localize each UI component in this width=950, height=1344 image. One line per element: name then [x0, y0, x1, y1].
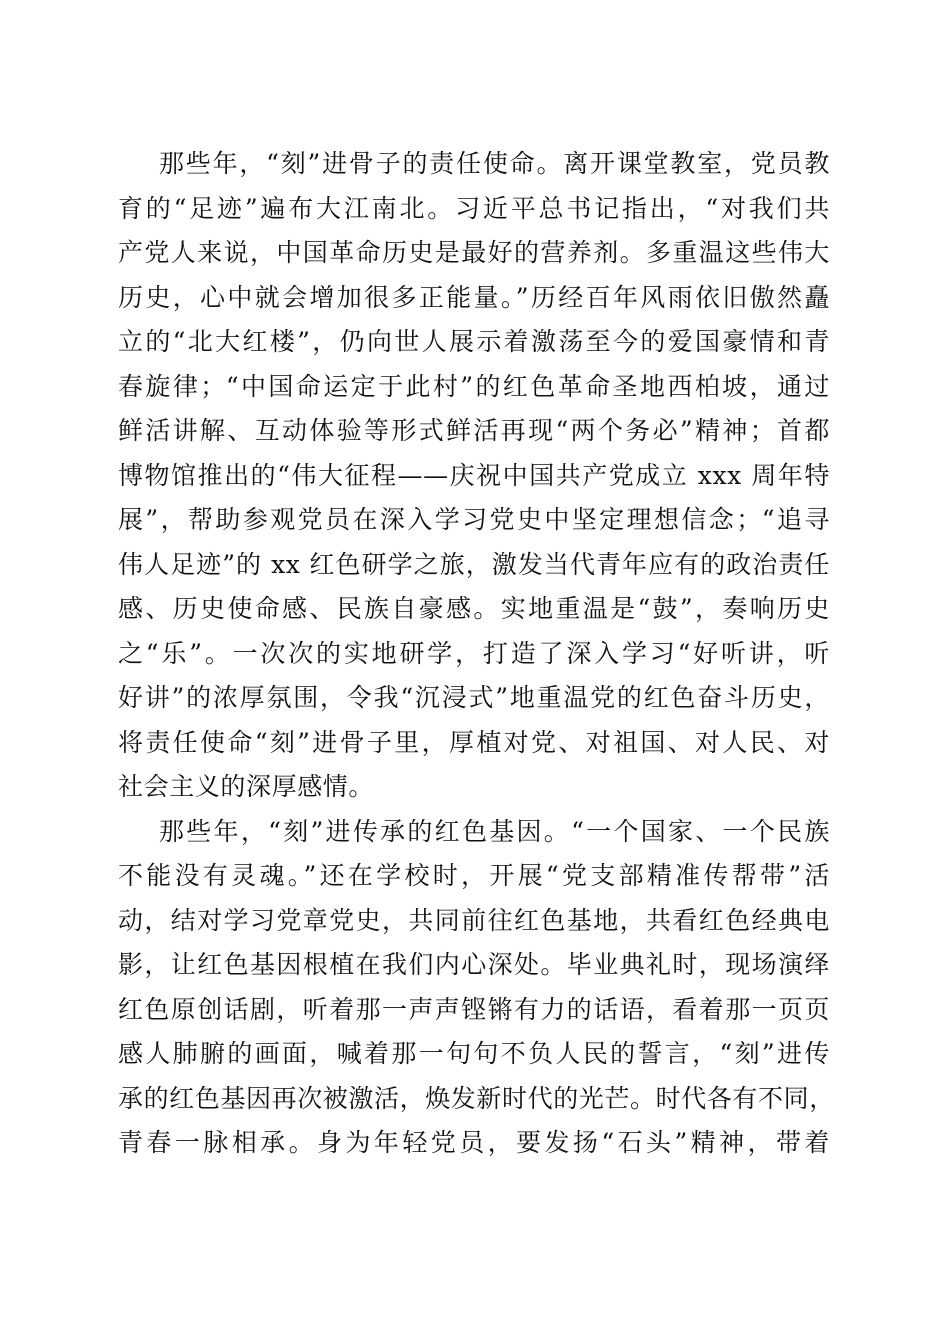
- text-line: 青春一脉相承。身为年轻党员，要发扬“石头”精神，带着: [118, 1128, 830, 1157]
- text-line: 动，结对学习党章党史，共同前往红色基地，共看红色经典电: [118, 905, 830, 935]
- text-line: 历史，心中就会增加很多正能量。”历经百年风雨依旧傲然矗: [118, 282, 830, 312]
- paragraph-2: [118, 810, 835, 1166]
- text-line: 那些年，“刻”进传承的红色基因。“一个国家、一个民族: [159, 816, 830, 846]
- text-line: 伟人足迹”的 xx 红色研学之旅，激发当代青年应有的政治责任: [118, 549, 830, 579]
- text-line: 将责任使命“刻”进骨子里，厚植对党、对祖国、对人民、对: [118, 727, 830, 757]
- text-line: 之“乐”。一次次的实地研学，打造了深入学习“好听讲，听: [118, 638, 830, 668]
- text-line: 展”，帮助参观党员在深入学习党史中坚定理想信念；“追寻: [118, 505, 830, 534]
- text-line: 红色原创话剧，听着那一声声铿锵有力的话语，看着那一页页: [118, 994, 830, 1024]
- text-line: 那些年，“刻”进骨子的责任使命。离开课堂教室，党员教: [159, 149, 830, 178]
- text-line: 感、历史使命感、民族自豪感。实地重温是“鼓”，奏响历史: [118, 594, 830, 623]
- document-body: [118, 142, 835, 1166]
- text-line: 承的红色基因再次被激活，焕发新时代的光芒。时代各有不同，: [118, 1083, 835, 1113]
- text-line: 影，让红色基因根植在我们内心深处。毕业典礼时，现场演绎: [118, 950, 830, 979]
- text-line: 育的“足迹”遍布大江南北。习近平总书记指出，“对我们共: [118, 193, 830, 223]
- text-line: 立的“北大红楼”，仍向世人展示着激荡至今的爱国豪情和青: [118, 327, 830, 356]
- text-line: 感人肺腑的画面，喊着那一句句不负人民的誓言，“刻”进传: [118, 1039, 830, 1068]
- text-line: 博物馆推出的“伟大征程——庆祝中国共产党成立 xxx 周年特: [118, 460, 830, 490]
- text-line: 不能没有灵魂。”还在学校时，开展“党支部精准传帮带”活: [118, 861, 830, 890]
- text-line: 产党人来说，中国革命历史是最好的营养剂。多重温这些伟大: [118, 238, 830, 267]
- text-line: 社会主义的深厚感情。: [118, 772, 375, 801]
- text-line: 好讲”的浓厚氛围，令我“沉浸式”地重温党的红色奋斗历史，: [118, 683, 830, 712]
- paragraph-1: [118, 142, 830, 810]
- text-line: 鲜活讲解、互动体验等形式鲜活再现“两个务必”精神；首都: [118, 416, 830, 445]
- text-line: 春旋律；“中国命运定于此村”的红色革命圣地西柏坡，通过: [118, 371, 830, 401]
